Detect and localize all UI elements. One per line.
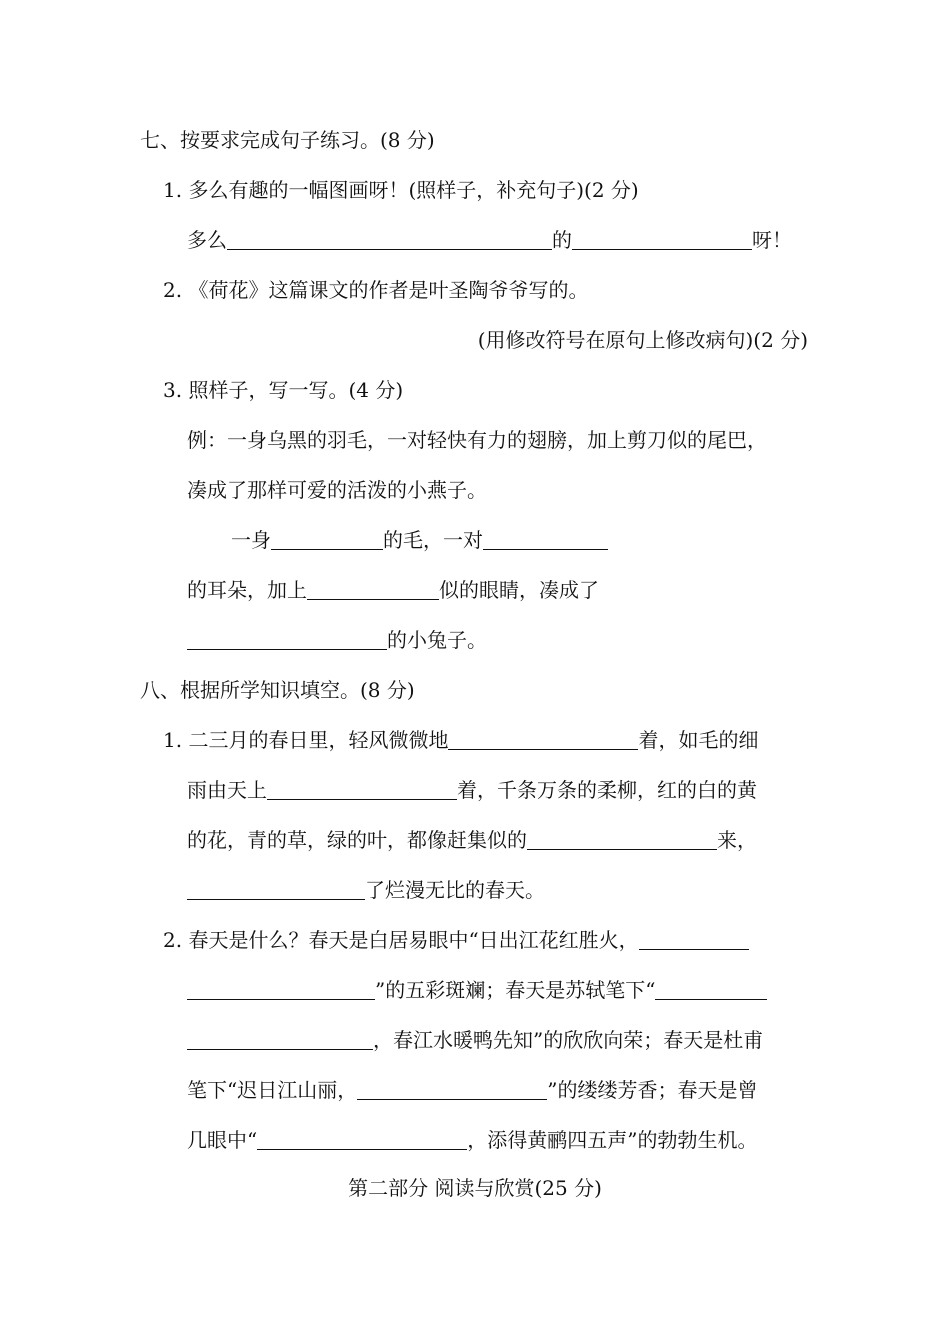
q7-3-text-1a: 一身 xyxy=(231,528,271,552)
q8-1-blank-1[interactable] xyxy=(448,729,638,750)
q7-1-blank-1[interactable] xyxy=(227,229,552,250)
q8-1-blank-2[interactable] xyxy=(267,779,457,800)
q7-1-text-a: 多么 xyxy=(187,228,227,252)
q7-3-text-2b: 似的眼睛，凑成了 xyxy=(439,578,599,602)
q7-3-blank-1[interactable] xyxy=(271,529,383,550)
q7-3-fill-line-2 xyxy=(187,576,599,604)
q7-3-example-line-1: 例：一身乌黑的羽毛，一对轻快有力的翅膀，加上剪刀似的尾巴， xyxy=(187,428,767,452)
q7-3-example-line-2: 凑成了那样可爱的活泼的小燕子。 xyxy=(187,478,487,502)
q8-1-line-4 xyxy=(187,876,545,904)
q8-2-line-5 xyxy=(187,1126,757,1154)
q8-1-text-1a: 1. 二三月的春日里，轻风微微地 xyxy=(163,728,449,752)
q7-3-prompt: 3. 照样子，写一写。(4 分) xyxy=(163,378,404,402)
q8-2-line-4 xyxy=(187,1076,757,1104)
q7-1-text-c: 呀！ xyxy=(752,228,792,252)
section-8-title: 八、根据所学知识填空。(8 分) xyxy=(140,678,415,702)
q8-1-blank-3[interactable] xyxy=(527,829,717,850)
q7-3-text-1b: 的毛，一对 xyxy=(383,528,483,552)
q8-1-text-2a: 雨由天上 xyxy=(187,778,267,802)
q8-1-text-3a: 的花，青的草，绿的叶，都像赶集似的 xyxy=(187,828,527,852)
q8-2-text-5a: 几眼中“ xyxy=(187,1128,258,1152)
q7-3-blank-4[interactable] xyxy=(187,629,387,650)
q8-2-line-3 xyxy=(187,1026,763,1054)
q8-2-line-1 xyxy=(163,926,749,954)
q8-1-text-2b: 着，千条万条的柔柳，红的白的黄 xyxy=(457,778,757,802)
part-2-title: 第二部分 阅读与欣赏(25 分) xyxy=(348,1176,602,1200)
q7-1-blank-2[interactable] xyxy=(572,229,752,250)
q7-3-blank-3[interactable] xyxy=(307,579,439,600)
q7-1-text-b: 的 xyxy=(552,228,572,252)
q8-1-text-4: 了烂漫无比的春天。 xyxy=(365,878,545,902)
q7-3-fill-line-1 xyxy=(231,526,608,554)
q7-2-prompt: 2. 《荷花》这篇课文的作者是叶圣陶爷爷写的。 xyxy=(163,278,589,302)
section-7-title: 七、按要求完成句子练习。(8 分) xyxy=(140,128,435,152)
q8-1-blank-4[interactable] xyxy=(187,879,365,900)
q8-2-line-2 xyxy=(187,976,767,1004)
q7-1-fill-line xyxy=(187,226,792,254)
q8-2-text-3: ，春江水暖鸭先知”的欣欣向荣；春天是杜甫 xyxy=(373,1028,764,1052)
q7-3-text-3: 的小兔子。 xyxy=(387,628,487,652)
q8-2-text-4a: 笔下“迟日江山丽， xyxy=(187,1078,358,1102)
q8-1-text-1b: 着，如毛的细 xyxy=(638,728,759,752)
q8-2-text-2: ”的五彩斑斓；春天是苏轼笔下“ xyxy=(375,978,656,1002)
q8-2-text-1: 2. 春天是什么？春天是白居易眼中“日出江花红胜火， xyxy=(163,928,639,952)
q8-2-blank-4[interactable] xyxy=(257,1129,467,1150)
q8-1-text-3b: 来， xyxy=(717,828,757,852)
q7-1-prompt: 1. 多么有趣的一幅图画呀！(照样子，补充句子)(2 分) xyxy=(163,178,639,202)
q8-2-blank-3[interactable] xyxy=(357,1079,547,1100)
q7-3-fill-line-3 xyxy=(187,626,487,654)
q7-2-note: (用修改符号在原句上修改病句)(2 分) xyxy=(477,328,808,352)
q8-2-blank-1a[interactable] xyxy=(639,929,749,950)
q8-2-text-5b: ，添得黄鹂四五声”的勃勃生机。 xyxy=(467,1128,758,1152)
q8-2-blank-2a[interactable] xyxy=(655,979,767,1000)
q8-2-blank-1b[interactable] xyxy=(187,979,375,1000)
q8-1-line-3 xyxy=(187,826,757,854)
q8-2-blank-2b[interactable] xyxy=(187,1029,373,1050)
q7-3-blank-2[interactable] xyxy=(483,529,608,550)
q8-2-text-4b: ”的缕缕芳香；春天是曾 xyxy=(547,1078,758,1102)
q8-1-line-2 xyxy=(187,776,757,804)
q7-3-text-2a: 的耳朵，加上 xyxy=(187,578,307,602)
q8-1-line-1 xyxy=(163,726,758,754)
